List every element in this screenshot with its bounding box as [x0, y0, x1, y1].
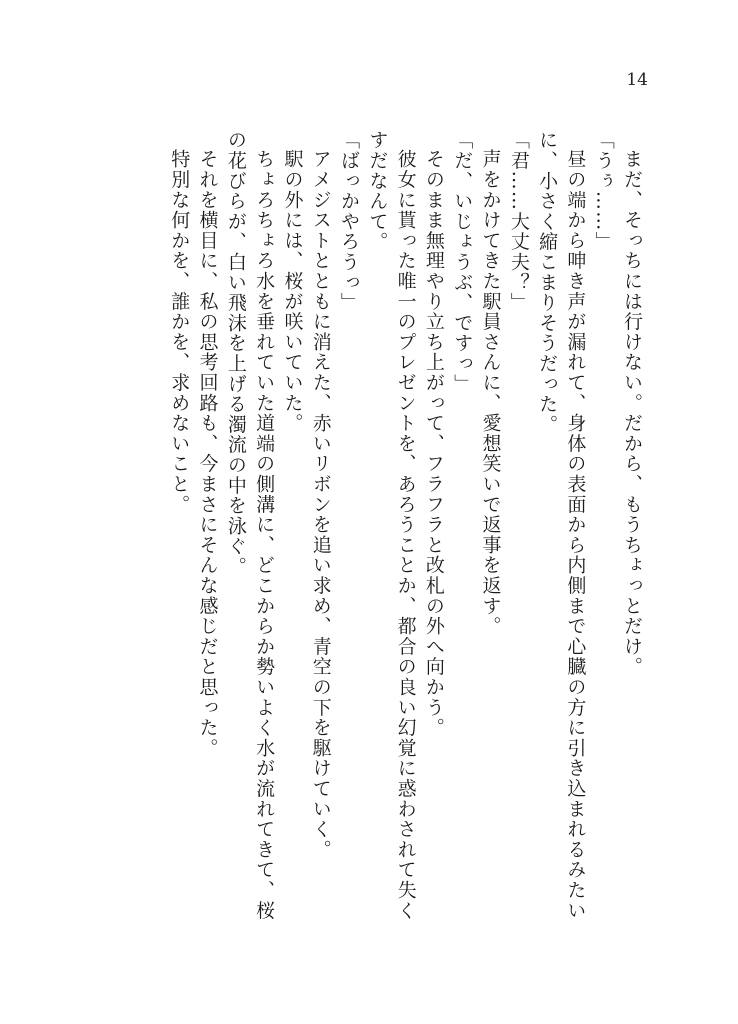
- paragraph: 特別な何かを、誰かを、求めないこと。: [168, 149, 191, 515]
- paragraph: そのまま無理やり立ち上がって、フラフラと改札の外へ向かう。: [422, 149, 445, 738]
- paragraph: 昼の端から呻き声が漏れて、身体の表面から内側まで心臓の方に引き込まれるみたいに、小さく縮こまりそうだった。: [536, 130, 587, 921]
- paragraph: 声をかけてきた駅員さんに、愛想笑いで返事を返す。: [479, 149, 502, 637]
- paragraph: まだ、そっちには行けない。だから、もうちょっとだけ。: [621, 149, 643, 677]
- paragraph: 彼女に貰った唯一のプレゼントを、あろうことか、都合の良い幻覚に惑わされて失くすだなんて。: [366, 130, 417, 921]
- paragraph: ちょろちょろ水を垂れていた道端の側溝に、どこからか勢いよく水が流れてきて、桜の花びらが、白い飛沫を上げる濁流の中を泳ぐ。: [224, 130, 276, 921]
- vertical-text-body: [165, 130, 646, 930]
- paragraph: アメジストとともに消えた、赤いリボンを追い求め、青空の下を駆けていく。: [309, 149, 332, 860]
- paragraph: それを横目に、私の思考回路も、今まさにそんな感じだと思った。: [196, 149, 219, 758]
- paragraph: 駅の外には、桜が咲いていた。: [281, 149, 304, 434]
- dialogue-line: 「ばっかやろうっ」: [338, 130, 361, 313]
- dialogue-line: 「君……大丈夫？」: [507, 130, 530, 313]
- page-number: 14: [626, 70, 648, 90]
- dialogue-line: 「だ、いじょうぶ、ですっ」: [451, 130, 474, 394]
- dialogue-line: 「うぅ……」: [592, 130, 615, 252]
